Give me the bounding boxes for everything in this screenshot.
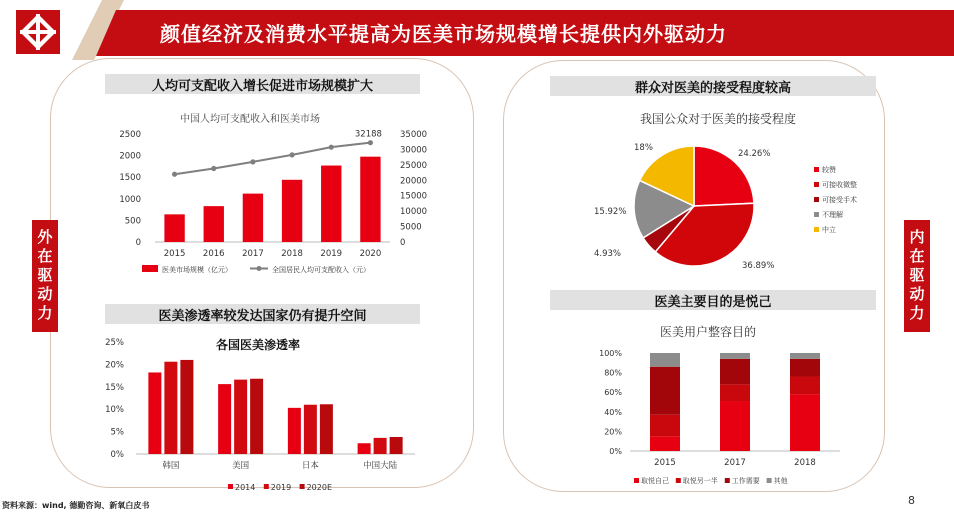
legend-label: 中立 <box>822 226 836 234</box>
legend-swatch <box>814 167 819 172</box>
legend-swatch <box>814 212 819 217</box>
y-tick: 25% <box>105 338 124 348</box>
legend-label: 取悦自己 <box>641 477 669 485</box>
legend-label: 其他 <box>773 477 788 485</box>
line-point <box>250 159 255 164</box>
y-tick: 0% <box>609 447 622 456</box>
slice-label: 24.26% <box>738 149 771 159</box>
y-tick-right: 0 <box>400 238 406 248</box>
y-tick: 0% <box>110 450 124 460</box>
x-tick-label: 2019 <box>320 249 343 259</box>
bar-penetration-2019 <box>234 380 247 454</box>
legend-label: 2014 <box>235 483 256 492</box>
legend-swatch <box>142 265 158 272</box>
bar-penetration-2020E <box>320 404 333 454</box>
legend-label: 2019 <box>270 483 292 492</box>
x-tick-label: 美国 <box>232 461 250 471</box>
bar-segment-取悦另一半 <box>790 377 820 395</box>
purpose-section-heading: 医美主要目的是悦己 <box>550 290 876 310</box>
y-tick: 40% <box>604 407 622 417</box>
bar-penetration-2014 <box>288 408 301 454</box>
bar-penetration-2019 <box>374 438 387 454</box>
x-tick-label: 2015 <box>163 249 186 259</box>
legend-swatch <box>767 478 772 483</box>
source-note: 资料来源：wind, 德勤咨询、新氧白皮书 <box>2 501 150 510</box>
bar-penetration-2019 <box>304 405 317 454</box>
acceptance-chart-title: 我国公众对于医美的接受程度 <box>640 112 797 126</box>
bar-segment-工作需要 <box>790 359 820 377</box>
y-tick: 80% <box>604 368 622 378</box>
legend-label: 可接收微整 <box>822 181 857 189</box>
legend-label: 医美市场规模（亿元） <box>162 266 232 274</box>
penetration-section-heading: 医美渗透率较发达国家仍有提升空间 <box>105 304 420 324</box>
purpose-chart-title: 医美用户整容目的 <box>660 325 757 339</box>
x-tick-label: 2018 <box>794 458 816 468</box>
line-point <box>172 172 177 177</box>
bar-penetration-2014 <box>218 384 231 454</box>
x-tick-label: 2017 <box>724 458 746 468</box>
legend-swatch <box>814 182 819 187</box>
income-chart-title: 中国人均可支配收入和医美市场 <box>180 114 320 125</box>
bar-segment-取悦自己 <box>720 401 750 451</box>
x-tick-label: 中国大陆 <box>363 461 398 471</box>
bar-market-size <box>360 157 380 242</box>
y-tick-left: 1000 <box>119 194 141 205</box>
legend-label: 较赞 <box>822 166 836 174</box>
slice-label: 15.92% <box>594 207 627 217</box>
bar-segment-取悦另一半 <box>720 384 750 401</box>
legend-label: 可接受手术 <box>822 196 857 204</box>
income-market-chart <box>100 124 440 284</box>
header-divider <box>72 0 142 60</box>
external-driver-tag: 外在驱动力 <box>32 220 58 332</box>
legend-swatch <box>264 484 269 489</box>
x-tick-label: 2015 <box>654 458 676 468</box>
x-tick-label: 2017 <box>242 249 264 259</box>
penetration-chart <box>100 336 420 496</box>
y-tick-right: 10000 <box>400 207 428 218</box>
bar-penetration-2019 <box>164 362 177 454</box>
x-tick-label: 日本 <box>301 461 319 471</box>
y-tick: 10% <box>105 405 124 416</box>
legend-swatch <box>676 478 681 483</box>
y-tick-right: 15000 <box>400 191 428 202</box>
income-section-heading: 人均可支配收入增长促进市场规模扩大 <box>105 74 420 94</box>
y-tick-left: 0 <box>135 238 141 248</box>
y-tick-left: 500 <box>124 216 141 227</box>
slice-label: 4.93% <box>594 249 622 259</box>
y-tick: 15% <box>105 382 124 393</box>
y-tick-right: 20000 <box>400 176 428 187</box>
slice-label: 18% <box>634 143 653 153</box>
line-point <box>329 145 334 150</box>
page-number: 8 <box>908 494 915 507</box>
bar-segment-取悦自己 <box>650 436 680 451</box>
y-tick: 20% <box>604 427 622 437</box>
line-point <box>289 152 294 157</box>
penetration-chart-title: 各国医美渗透率 <box>216 338 301 352</box>
legend-swatch <box>228 484 233 489</box>
legend-label: 2020E <box>306 483 333 492</box>
line-point <box>211 166 216 171</box>
page-title: 颜值经济及消费水平提高为医美市场规模增长提供内外驱动力 <box>160 22 727 46</box>
y-tick: 20% <box>105 360 124 371</box>
legend-label: 取悦另一半 <box>682 477 718 485</box>
bar-segment-取悦另一半 <box>650 415 680 437</box>
bar-penetration-2020E <box>390 437 403 454</box>
y-tick: 100% <box>599 349 622 358</box>
legend-label: 工作需要 <box>731 477 760 485</box>
bar-segment-其他 <box>650 353 680 367</box>
x-tick-label: 韩国 <box>162 461 180 471</box>
purpose-stacked-chart <box>590 345 870 495</box>
x-tick-label: 2020 <box>359 249 382 259</box>
legend-swatch <box>300 484 305 489</box>
bar-market-size <box>282 180 302 242</box>
bar-market-size <box>164 214 184 242</box>
bar-penetration-2020E <box>250 379 263 454</box>
bar-segment-工作需要 <box>720 359 750 384</box>
bar-penetration-2014 <box>148 372 161 454</box>
y-tick-right: 25000 <box>400 160 428 171</box>
bar-market-size <box>321 166 341 242</box>
internal-driver-tag: 内在驱动力 <box>904 220 930 332</box>
legend-swatch <box>725 478 730 483</box>
bar-segment-其他 <box>790 353 820 359</box>
y-tick: 5% <box>110 427 124 438</box>
y-tick-left: 2000 <box>119 151 141 162</box>
y-tick-right: 5000 <box>400 222 422 233</box>
y-tick: 60% <box>604 388 622 398</box>
y-tick-left: 1500 <box>119 173 141 184</box>
legend-marker <box>257 266 262 271</box>
bar-segment-工作需要 <box>650 367 680 415</box>
bar-segment-取悦自己 <box>790 394 820 451</box>
bar-market-size <box>243 194 263 242</box>
y-tick-right: 35000 <box>400 130 428 140</box>
y-tick-right: 30000 <box>400 145 428 156</box>
bar-penetration-2014 <box>358 443 371 454</box>
bar-penetration-2020E <box>180 360 193 454</box>
company-logo <box>16 10 60 54</box>
slice-label: 36.89% <box>742 261 775 271</box>
y-tick-left: 2500 <box>119 130 141 140</box>
bar-segment-其他 <box>720 353 750 359</box>
x-tick-label: 2016 <box>202 249 225 259</box>
legend-label: 不理解 <box>822 211 843 219</box>
legend-swatch <box>634 478 639 483</box>
x-tick-label: 2018 <box>281 249 303 259</box>
acceptance-section-heading: 群众对医美的接受程度较高 <box>550 76 876 96</box>
line-point <box>368 140 373 145</box>
acceptance-pie-chart <box>580 130 880 280</box>
legend-swatch <box>814 227 819 232</box>
bar-market-size <box>204 206 224 242</box>
data-label: 32188 <box>354 129 382 140</box>
legend-swatch <box>814 197 819 202</box>
legend-label: 全国居民人均可支配收入（元） <box>272 266 370 274</box>
